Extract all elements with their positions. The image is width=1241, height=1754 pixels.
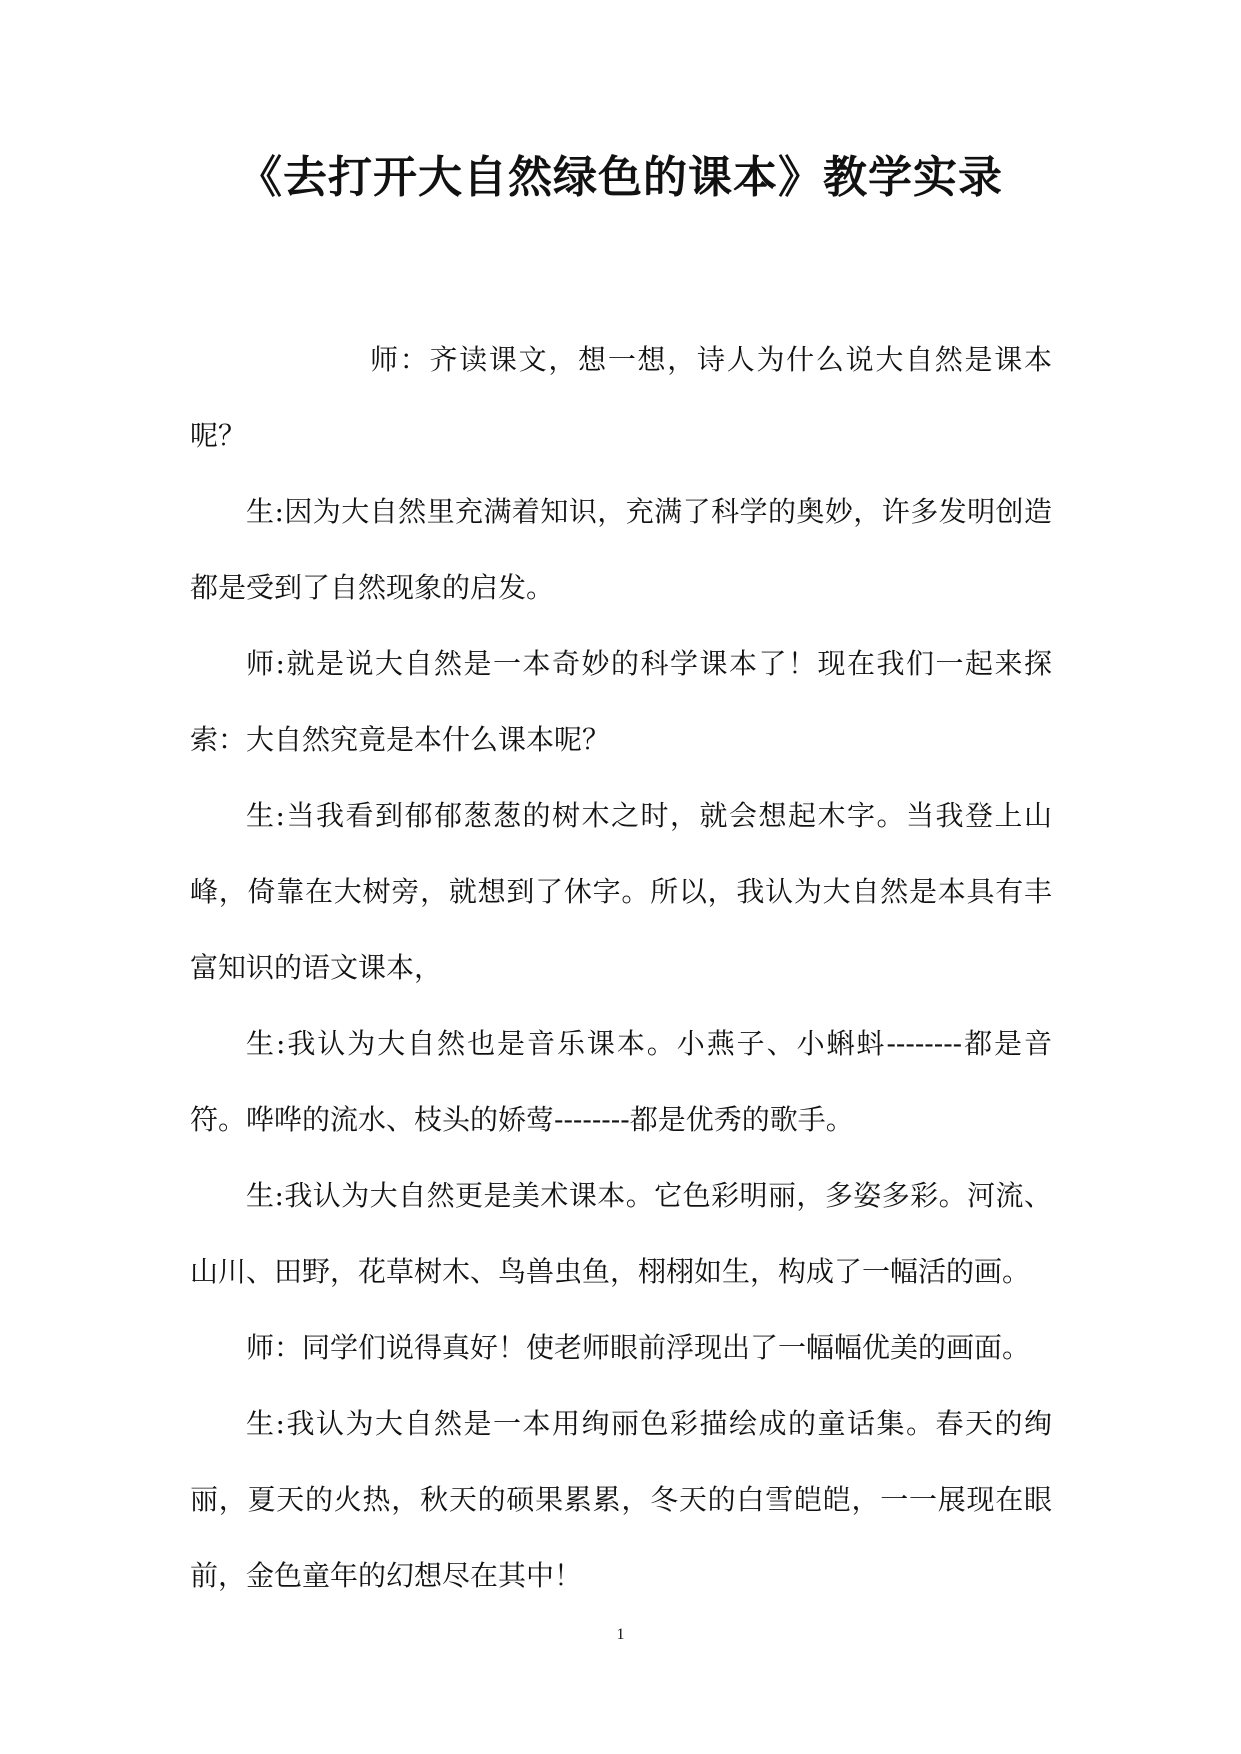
paragraph-1: 师：齐读课文，想一想，诗人为什么说大自然是课本呢？ [190, 343, 1052, 452]
page-number: 1 [616, 1626, 625, 1643]
paragraph-5: 生:我认为大自然也是音乐课本。小燕子、小蝌蚪--------都是音符。哗哗的流水、枝头的娇莺--------都是优秀的歌手。 [190, 1027, 1052, 1136]
document-title: 《去打开大自然绿色的课本》教学实录 [238, 152, 1003, 203]
paragraph-8: 生:我认为大自然是一本用绚丽色彩描绘成的童话集。春天的绚丽，夏天的火热，秋天的硕果累累，冬天的白雪皑皑，一一展现在眼前，金色童年的幻想尽在其中！ [190, 1407, 1052, 1592]
paragraph-3: 师:就是说大自然是一本奇妙的科学课本了！现在我们一起来探索：大自然究竟是本什么课本呢？ [190, 647, 1052, 756]
paragraph-7: 师：同学们说得真好！使老师眼前浮现出了一幅幅优美的画面。 [246, 1331, 1031, 1364]
paragraph-2: 生:因为大自然里充满着知识，充满了科学的奥妙，许多发明创造都是受到了自然现象的启发。 [190, 495, 1052, 604]
document-body [190, 322, 1052, 1614]
paragraph-4: 生:当我看到郁郁葱葱的树木之时，就会想起木字。当我登上山峰，倚靠在大树旁，就想到了休字。所以，我认为大自然是本具有丰富知识的语文课本， [190, 799, 1052, 984]
paragraph-6: 生:我认为大自然更是美术课本。它色彩明丽，多姿多彩。河流、山川、田野，花草树木、鸟兽虫鱼，栩栩如生，构成了一幅活的画。 [190, 1179, 1052, 1288]
